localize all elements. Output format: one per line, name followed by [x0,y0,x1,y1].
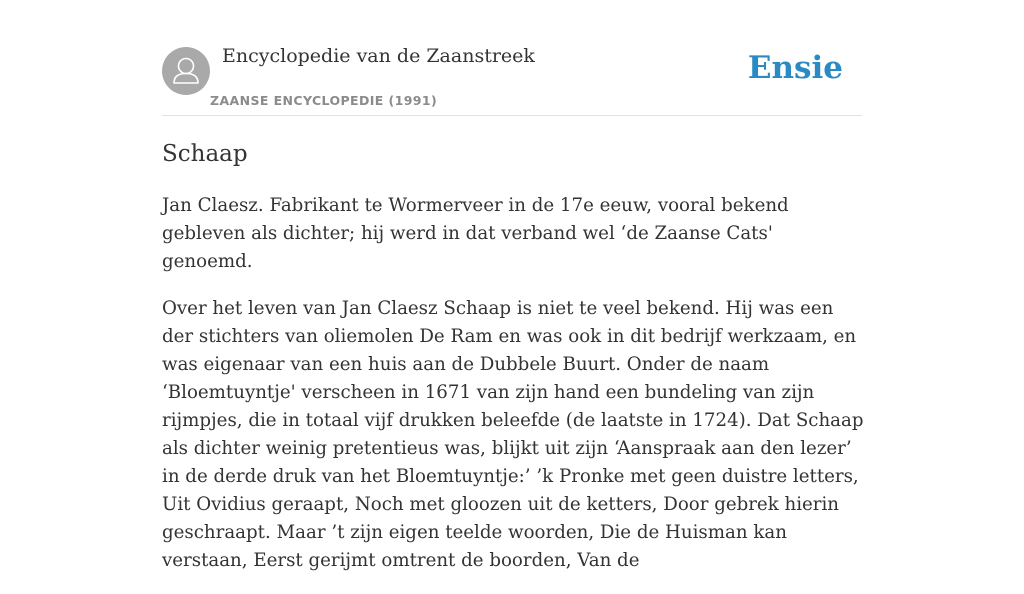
article-paragraph: Jan Claesz. Fabrikant te Wormerveer in de 17e eeuw, vooral bekend gebleven als dichter; hij werd in dat verband wel ‘de Zaanse Cats' genoemd. [162,195,789,272]
brand-logo-link[interactable]: Ensie [747,50,843,86]
article [162,138,867,594]
user-avatar-icon[interactable] [162,47,210,95]
article-paragraph: Over het leven van Jan Claesz Schaap is niet te veel bekend. Hij was een der stichters van oliemolen De Ram en was ook in dit bedrijf werkzaam, en was eigenaar van een huis aan de Dubbele Buurt. Onder de naam ‘Bloemtuyntje' verscheen in 1671 van zijn hand een bundeling van zijn rijmpjes, die in totaal vijf drukken beleefde (de laatste in 1724). Dat Schaap als dichter weinig pretentieus was, blijkt uit zijn ‘Aanspraak aan den lezer’ in de derde druk van het Bloemtuyntje:’ ’k Pronke met geen duistre letters, Uit Ovidius geraapt, Noch met gloozen uit de ketters, Door gebrek hierin geschraapt. Maar ’t zijn eigen teelde woorden, Die de Huisman kan verstaan, Eerst gerijmt omtrent de boorden, Van de [162,298,864,571]
source-title-link[interactable]: Encyclopedie van de Zaanstreek [222,45,535,67]
source-subtitle: ZAANSE ENCYCLOPEDIE (1991) [210,93,438,108]
source-header [162,0,862,116]
article-title: Schaap [162,141,248,167]
